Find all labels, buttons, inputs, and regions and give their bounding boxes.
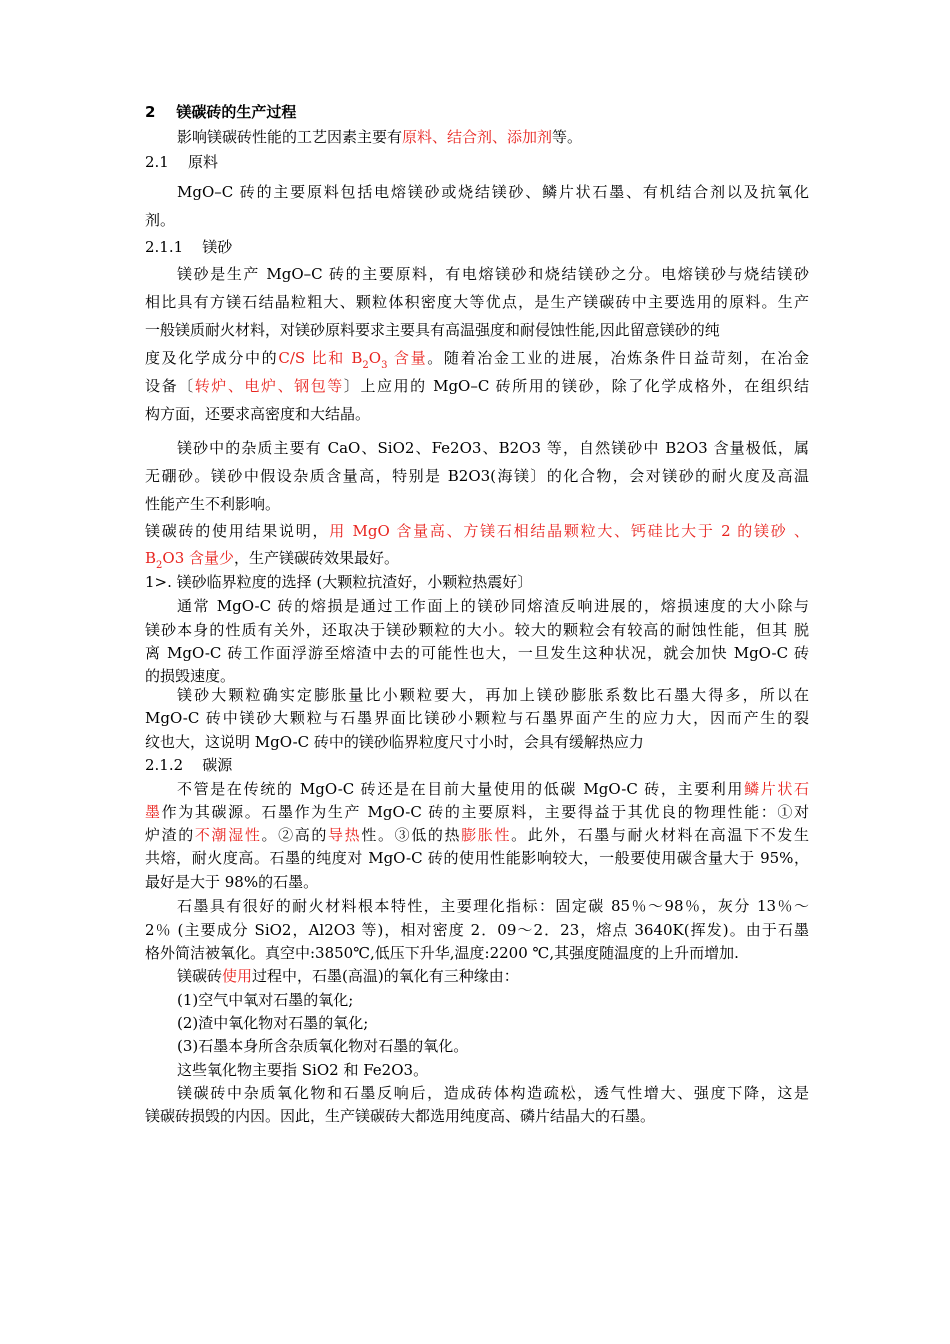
highlight-text: 使用	[222, 967, 253, 985]
highlight-text: 膨胀性	[461, 826, 512, 844]
highlight-text: 墨	[145, 803, 162, 821]
list-item: (1)空气中氧对石墨的氧化;	[177, 991, 354, 1009]
paragraph-line: 炉渣的不潮湿性。②高的导热性。③低的热膨胀性。此外，石墨与耐火材料在高温下不发生	[145, 826, 809, 844]
highlight-text: 原料、结合剂、添加剂	[402, 128, 553, 146]
paragraph-line: 镁碳砖中杂质氧化物和石墨反响后，造成砖体构造疏松，透气性增大、强度下降，这是	[177, 1084, 809, 1102]
paragraph-line: 离 MgO-C 砖工作面浮游至熔渣中去的可能性也大，一旦发生这种状况，就会加快 MgO-C 砖	[145, 644, 809, 662]
paragraph-line: 相比具有方镁石结晶粒粗大、颗粒体积密度大等优点，是生产镁碳砖中主要选用的原料。生产	[145, 293, 809, 311]
paragraph-line: 共熔，耐火度高。石墨的纯度对 MgO-C 砖的使用性能影响较大，一般要使用碳含量大于 95%，	[145, 849, 809, 867]
paragraph-line: 度及化学成分中的C/S 比和 $B_2O_3$ 含量。随着冶金工业的进展，冶炼条件日益苛刻，在冶金	[145, 349, 809, 371]
paragraph-line: 性能产生不利影响。	[145, 495, 281, 513]
paragraph-line: MgO-C 砖中镁砂大颗粒与石墨界面比镁砂小颗粒与石墨界面产生的应力大，因而产生的裂	[145, 709, 809, 727]
highlight-text: 鳞片状石	[744, 780, 809, 798]
paragraph-line: 墨作为其碳源。石墨作为生产 MgO-C 砖的主要原料，主要得益于其优良的物理性能：①对	[145, 803, 809, 821]
highlight-text: 导热	[328, 826, 362, 844]
subsection-2-1: 2.1 原料	[145, 153, 218, 171]
paragraph-line: 镁砂是生产 MgO–C 砖的主要原料，有电熔镁砂和烧结镁砂之分。电熔镁砂与烧结镁砂	[177, 265, 809, 283]
paragraph-line: 镁砂大颗粒确实定膨胀量比小颗粒要大，再加上镁砂膨胀系数比石墨大得多，所以在	[177, 686, 809, 704]
subsection-2-1-2: 2.1.2 碳源	[145, 756, 233, 774]
highlight-text: $B_2O3$ 含量少	[145, 549, 235, 571]
section-heading	[145, 102, 296, 122]
highlight-text: 用 MgO 含量高、方镁石相结晶颗粒大、钙硅比大于 2 的镁砂 、	[329, 522, 809, 540]
paragraph-line: 格外简洁被氧化。真空中:3850℃,低压下升华,温度:2200 ℃,其强度随温度的上升而增加.	[145, 944, 739, 962]
paragraph-line: 最好是大于 98%的石墨。	[145, 873, 319, 891]
paragraph-line: $B_2O3$ 含量少，生产镁碳砖效果最好。	[145, 549, 400, 571]
paragraph-line: 镁砂中的杂质主要有 CaO、SiO2、Fe2O3、B2O3 等，自然镁砂中 B2O3 含量极低，属	[177, 439, 809, 457]
section-title: 镁碳砖的生产过程	[176, 103, 297, 121]
paragraph-line: 无硼砂。镁砂中假设杂质含量高，特别是 B2O3(海镁〕的化合物，会对镁砂的耐火度及高温	[145, 467, 809, 485]
paragraph-line: 通常 MgO-C 砖的熔损是通过工作面上的镁砂同熔渣反响进展的，熔损速度的大小除与	[177, 597, 809, 615]
section-number: 2	[145, 103, 156, 121]
paragraph-line: 一般镁质耐火材料，对镁砂原料要求主要具有高温强度和耐侵蚀性能,因此留意镁砂的纯	[145, 321, 720, 339]
list-item: (2)渣中氧化物对石墨的氧化;	[177, 1014, 369, 1032]
paragraph-line: 石墨具有很好的耐火材料根本特性，主要理化指标：固定碳 85％～98％，灰分 13％～	[177, 897, 809, 915]
paragraph-line: 这些氧化物主要指 SiO2 和 Fe2O3。	[177, 1061, 429, 1079]
paragraph-line: 的损毁速度。	[145, 667, 236, 685]
paragraph-line: 构方面，还要求高密度和大结晶。	[145, 405, 371, 423]
paragraph-line: 镁碳砖使用过程中，石墨(高温)的氧化有三种缘由：	[177, 967, 519, 985]
list-item-heading: 1>. 镁砂临界粒度的选择 (大颗粒抗渣好，小颗粒热震好〕	[145, 573, 533, 591]
paragraph-line: 镁砂本身的性质有关外，还取决于镁砂颗粒的大小。较大的颗粒会有较高的耐蚀性能，但其 脱	[145, 621, 809, 639]
highlight-text: 转炉、电炉、钢包等	[194, 377, 344, 395]
paragraph-line: 纹也大，这说明 MgO-C 砖中的镁砂临界粒度尺寸小时，会具有缓解热应力	[145, 733, 644, 751]
paragraph-line: MgO–C 砖的主要原料包括电熔镁砂或烧结镁砂、鳞片状石墨、有机结合剂以及抗氧化	[177, 183, 809, 201]
subsection-2-1-1: 2.1.1 镁砂	[145, 238, 233, 256]
list-item: (3)石墨本身所含杂质氧化物对石墨的氧化。	[177, 1037, 469, 1055]
paragraph-line: 2％ (主要成分 SiO2，Al2O3 等)，相对密度 2．09～2．23，熔点 3640K(挥发)。由于石墨	[145, 921, 809, 939]
paragraph-line: 不管是在传统的 MgO-C 砖还是在目前大量使用的低碳 MgO-C 砖，主要利用鳞片状石	[177, 780, 809, 798]
paragraph-line: 镁碳砖的使用结果说明，用 MgO 含量高、方镁石相结晶颗粒大、钙硅比大于 2 的镁砂 、	[145, 522, 809, 540]
highlight-text: 不潮湿性	[194, 826, 262, 844]
paragraph-line: 剂。	[145, 211, 176, 229]
paragraph-line: 镁碳砖损毁的内因。因此，生产镁碳砖大都选用纯度高、磷片结晶大的石墨。	[145, 1107, 656, 1125]
highlight-text: C/S 比和 $B_2O_3$ 含量	[278, 349, 428, 371]
intro-paragraph: 影响镁碳砖性能的工艺因素主要有原料、结合剂、添加剂等。	[177, 128, 583, 146]
paragraph-line: 设备〔转炉、电炉、钢包等〕上应用的 MgO–C 砖所用的镁砂，除了化学成格外，在组织结	[145, 377, 809, 395]
